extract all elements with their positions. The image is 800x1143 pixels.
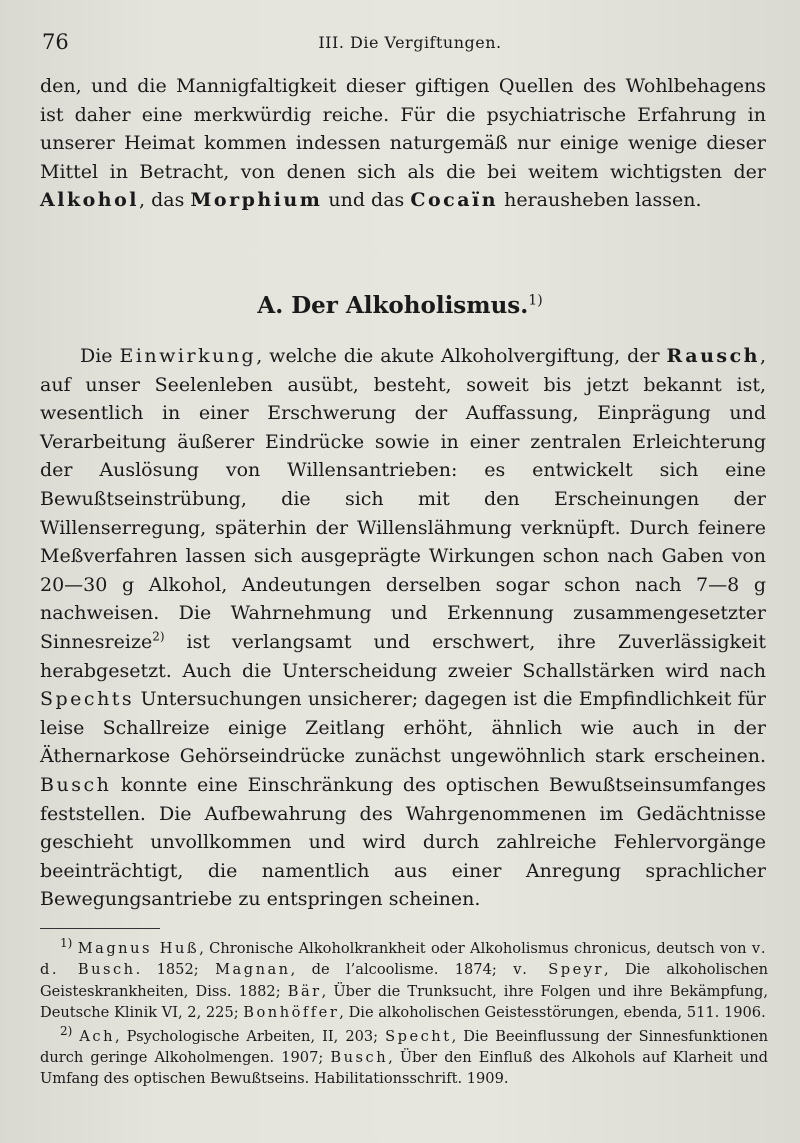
fn1-text-4: , Die alkoholischen Geisteskrankheiten, Diss. 1882; — [40, 961, 768, 1000]
footnote-ref-2: 2) — [152, 629, 165, 644]
fn1-name-bonhoeffer: Bonhöffer — [243, 1004, 340, 1022]
fn1-text-2: . 1852; — [135, 961, 216, 979]
footnotes — [40, 938, 768, 1090]
spaced-term-alkohol: Alkohol — [40, 189, 140, 212]
fn1-name-magnan: Magnan — [215, 961, 291, 979]
fn1-text-5: , Über die Trunksucht, ihre Folgen und ihre Bekämpfung, Deutsche Klinik VI, 2, 225; — [40, 982, 769, 1022]
fn2-name-specht: Specht — [385, 1027, 452, 1045]
spaced-term-einwirkung: Einwirkung — [119, 345, 257, 367]
section-heading — [0, 292, 800, 319]
footnote-2 — [40, 1023, 769, 1090]
intro-text-1: den, und die Mannigfaltigkeit dieser giftigen Quellen des Wohlbehagens ist daher eine merkwürdig reiche. Für die psychiatrische Erfahrung in unserer Heimat kommen indessen naturgemäß nur einige wenige dieser Mittel in Betracht, von denen sich als die bei weitem wichtigsten der — [40, 75, 766, 183]
spaced-term-morphium: Morphium — [190, 189, 323, 212]
page-number: 76 — [42, 30, 69, 54]
footnote-1 — [40, 938, 768, 1024]
spaced-name-busch: Busch — [40, 773, 112, 796]
main-text-3: , auf unser Seelenleben ausübt, besteht, soweit bis jetzt bekannt ist, wesentlich in einer Erschwerung der Auffassung, Einprägung und Verarbeitung äußerer Eindrücke sowie in einer zentralen Erleichterung der Auslösung von Willensantrieben: es entwickelt sich eine Bewußtseinstrübung, die sich mit den Erscheinungen der Willenserregung, späterhin der Willenslähmung verknüpft. Durch feinere Meßverfahren lassen sich ausgeprägte Wirkungen schon nach Gaben von 20—30 g Alkohol, Andeutungen derselben sogar schon nach 7—8 g nachweisen. Die Wahrnehmung und Erkennung zusammengesetzter Sinnesreize — [40, 345, 767, 653]
fn1-name-speyr: v. Speyr — [513, 961, 604, 979]
fn1-text-1: , Chronische Alkoholkrankheit oder Alkoholismus chronicus, deutsch von — [199, 940, 752, 957]
fn1-name-busch: v. d. Busch — [40, 940, 769, 979]
intro-paragraph — [40, 72, 766, 215]
fn2-text-3: , Über den Einfluß des Alkohols auf Klarheit und Umfang des optischen Bewußtseins. Habilitationsschrift. 1909. — [40, 1049, 769, 1088]
fn2-name-busch: Busch — [330, 1049, 389, 1067]
section-heading-footnote-ref: 1) — [528, 292, 543, 309]
fn1-name-huss: Magnus Huß — [77, 940, 200, 957]
fn2-name-ach: Ach — [79, 1027, 115, 1045]
spaced-term-rausch: Rausch — [666, 345, 760, 367]
footnote-2-marker: 2) — [60, 1023, 73, 1038]
page-header — [42, 30, 758, 58]
intro-text-2: , das — [139, 189, 191, 212]
intro-text-3: und das — [322, 189, 411, 212]
fn2-text-1: , Psychologische Arbeiten, II, 203; — [115, 1027, 386, 1045]
footnote-1-marker: 1) — [60, 936, 73, 951]
fn1-name-baer: Bär — [287, 982, 322, 1000]
fn2-text-2: , Die Beeinflussung der Sinnesfunktionen durch geringe Alkoholmengen. 1907; — [40, 1027, 769, 1067]
main-text-2: , welche die akute Alkoholvergiftung, der — [256, 345, 667, 367]
main-paragraph — [40, 342, 766, 914]
main-text-6: konnte eine Einschränkung des optischen Bewußtseinsumfanges feststellen. Die Aufbewahrung des Wahrgenommenen im Gedächtnisse geschieht unvollkommen und wird durch zahlreiche Fehlervorgänge beeinträchtigt, die namentlich aus einer Anregung sprachlicher Bewegungsantriebe zu entspringen scheinen. — [40, 773, 766, 911]
fn1-text-6: , Die alkoholischen Geistesstörungen, ebenda, 511. 1906. — [339, 1004, 766, 1022]
main-text-4: ist verlangsamt und erschwert, ihre Zuverlässigkeit herabgesetzt. Auch die Unterscheidung zweier Schallstärken wird nach — [40, 630, 766, 682]
footnote-rule — [40, 928, 160, 929]
intro-text-4: herausheben lassen. — [498, 189, 702, 212]
running-head: III. Die Vergiftungen. — [318, 33, 502, 52]
main-text-1: Die — [80, 345, 120, 367]
section-heading-text: A. Der Alkoholismus. — [257, 292, 529, 319]
main-text-5: Untersuchungen unsicherer; dagegen ist die Empfindlichkeit für leise Schallreize einige Zeitlang erhöht, ähnlich wie auch in der Äthernarkose Gehörseindrücke zunächst ungewöhnlich stark erscheinen. — [40, 688, 766, 768]
spaced-name-spechts: Spechts — [40, 688, 135, 711]
fn1-text-3: , de l’alcoolisme. 1874; — [290, 961, 514, 979]
spaced-term-cocain: Cocaïn — [410, 189, 499, 212]
